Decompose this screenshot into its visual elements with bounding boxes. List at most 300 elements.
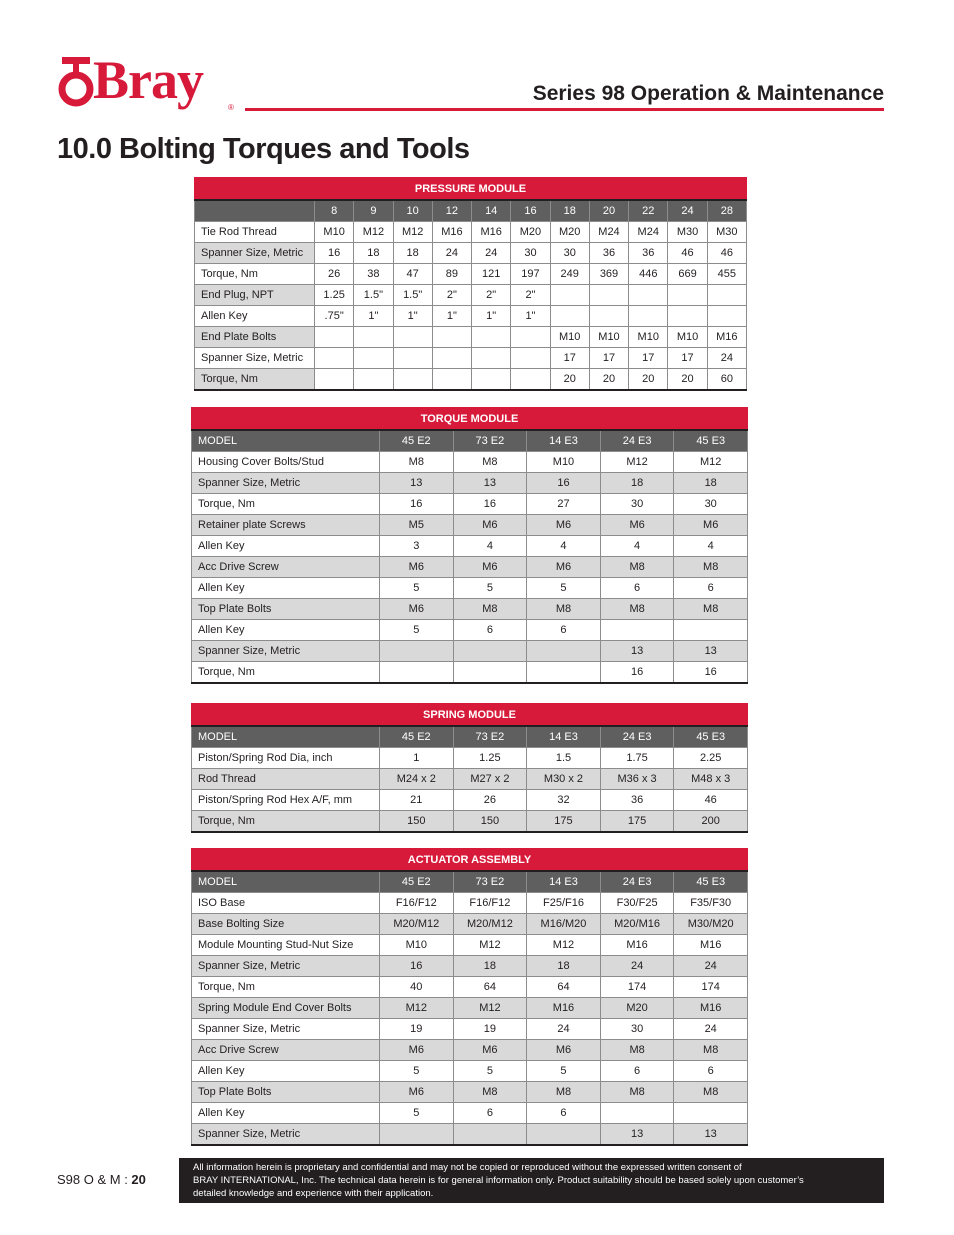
table-cell: 13	[674, 641, 748, 662]
column-header: MODEL	[192, 871, 380, 893]
table-row	[192, 1019, 748, 1040]
table-cell: 19	[380, 1019, 454, 1040]
column-header: MODEL	[192, 726, 380, 748]
disclaimer-line: detailed knowledge and experience with their application.	[193, 1188, 434, 1199]
table-cell: 13	[600, 641, 674, 662]
table-cell: 46	[674, 790, 748, 811]
table-cell: M30	[668, 222, 707, 243]
registered-mark: ®	[228, 103, 234, 112]
row-label: Tie Rod Thread	[195, 222, 315, 243]
table-cell: 5	[380, 1061, 454, 1082]
table-cell	[432, 369, 471, 391]
column-header: 73 E2	[453, 726, 527, 748]
table-cell	[600, 1103, 674, 1124]
brand-name: Bray	[93, 50, 203, 110]
table-cell: M6	[380, 1040, 454, 1061]
table-cell: 13	[674, 1124, 748, 1146]
table-cell: 17	[668, 348, 707, 369]
row-label: Spanner Size, Metric	[192, 1019, 380, 1040]
table-cell: M20/M12	[380, 914, 454, 935]
table-row	[192, 769, 748, 790]
table-cell: 1"	[393, 306, 432, 327]
table-cell: 16	[674, 662, 748, 684]
table-cell: M48 x 3	[674, 769, 748, 790]
table-cell: M8	[600, 1040, 674, 1061]
table-cell: M10	[380, 935, 454, 956]
table-cell: F25/F16	[527, 893, 601, 914]
column-header-row	[195, 200, 747, 222]
table-cell: M6	[380, 599, 454, 620]
table-cell: 5	[380, 578, 454, 599]
table-cell: M6	[674, 515, 748, 536]
row-label: Torque, Nm	[192, 811, 380, 833]
table-cell	[453, 1124, 527, 1146]
table-cell: M36 x 3	[600, 769, 674, 790]
row-label: Spanner Size, Metric	[195, 243, 315, 264]
table-cell: 16	[453, 494, 527, 515]
table-cell: M12	[354, 222, 393, 243]
table-cell: M16	[527, 998, 601, 1019]
row-label: Allen Key	[192, 1103, 380, 1124]
table-cell: 24	[600, 956, 674, 977]
table-row	[192, 536, 748, 557]
column-header: 24 E3	[600, 871, 674, 893]
column-header-row	[192, 430, 748, 452]
table-cell: 1"	[432, 306, 471, 327]
table-cell: M5	[380, 515, 454, 536]
table-cell: 2"	[511, 285, 550, 306]
row-label: Allen Key	[192, 620, 380, 641]
table-cell	[511, 369, 550, 391]
table-cell: M10	[668, 327, 707, 348]
column-header: 8	[315, 200, 354, 222]
table-cell: M10	[550, 327, 589, 348]
row-label: Allen Key	[192, 578, 380, 599]
table-row	[192, 914, 748, 935]
table-cell: 16	[380, 494, 454, 515]
table-cell: 174	[600, 977, 674, 998]
row-label: Spanner Size, Metric	[192, 641, 380, 662]
table-cell	[472, 369, 511, 391]
table-cell	[315, 369, 354, 391]
table-cell	[707, 285, 746, 306]
table-row	[195, 285, 747, 306]
table-cell: 20	[668, 369, 707, 391]
row-label: Acc Drive Screw	[192, 1040, 380, 1061]
table-cell: 18	[393, 243, 432, 264]
table-cell: M16	[674, 998, 748, 1019]
table-cell: 17	[589, 348, 628, 369]
table-cell: .75"	[315, 306, 354, 327]
table-cell: 1.75	[600, 748, 674, 769]
table-row	[192, 956, 748, 977]
table-cell: 20	[629, 369, 668, 391]
table-cell: 5	[527, 578, 601, 599]
table-row	[192, 473, 748, 494]
table-cell: 5	[380, 1103, 454, 1124]
column-header: 14 E3	[527, 726, 601, 748]
table-cell: 4	[674, 536, 748, 557]
table-cell: 36	[589, 243, 628, 264]
row-label: Allen Key	[195, 306, 315, 327]
table-cell: 1.5	[527, 748, 601, 769]
row-label: Spanner Size, Metric	[192, 956, 380, 977]
disclaimer-box	[179, 1158, 884, 1203]
table-cell: 13	[380, 473, 454, 494]
table-cell	[380, 1124, 454, 1146]
table-cell: M16	[472, 222, 511, 243]
table-cell	[380, 641, 454, 662]
table-cell: M16	[707, 327, 746, 348]
section-title: ACTUATOR ASSEMBLY	[192, 849, 748, 872]
column-header: 16	[511, 200, 550, 222]
table-cell: M12	[453, 935, 527, 956]
table-cell: 18	[453, 956, 527, 977]
table-cell: 27	[527, 494, 601, 515]
row-label: Top Plate Bolts	[192, 1082, 380, 1103]
table-cell: M10	[527, 452, 601, 473]
table-cell: M30	[707, 222, 746, 243]
table-cell: 446	[629, 264, 668, 285]
pressure-module-table	[194, 177, 747, 391]
table-cell: 64	[527, 977, 601, 998]
table-row	[195, 306, 747, 327]
table-cell: 24	[432, 243, 471, 264]
table-row	[192, 557, 748, 578]
table-cell	[432, 327, 471, 348]
table-cell: M16	[674, 935, 748, 956]
table-cell: 6	[674, 1061, 748, 1082]
page-number: 20	[131, 1172, 146, 1187]
table-cell: M20	[550, 222, 589, 243]
table-cell: 18	[354, 243, 393, 264]
table-cell: M20	[511, 222, 550, 243]
table-cell: 6	[600, 1061, 674, 1082]
table-cell: M8	[674, 599, 748, 620]
table-cell	[600, 620, 674, 641]
table-row	[192, 935, 748, 956]
table-cell: 1.5"	[393, 285, 432, 306]
table-cell	[453, 662, 527, 684]
table-cell: 4	[600, 536, 674, 557]
table-row	[192, 790, 748, 811]
table-cell: M12	[453, 998, 527, 1019]
column-header: 45 E2	[380, 430, 454, 452]
table-cell	[550, 306, 589, 327]
table-cell	[393, 369, 432, 391]
table-cell: 6	[527, 620, 601, 641]
table-cell: M24	[589, 222, 628, 243]
row-label: ISO Base	[192, 893, 380, 914]
table-cell: 24	[674, 1019, 748, 1040]
table-cell: 26	[453, 790, 527, 811]
table-cell: M20/M16	[600, 914, 674, 935]
column-header: MODEL	[192, 430, 380, 452]
table-cell	[472, 327, 511, 348]
column-header: 24	[668, 200, 707, 222]
section-title: SPRING MODULE	[192, 704, 748, 727]
table-cell: 5	[453, 578, 527, 599]
table-cell: 16	[380, 956, 454, 977]
table-row	[192, 515, 748, 536]
column-header: 10	[393, 200, 432, 222]
table-cell: F16/F12	[380, 893, 454, 914]
table-cell: 46	[668, 243, 707, 264]
table-cell: 1	[380, 748, 454, 769]
row-label: Spanner Size, Metric	[195, 348, 315, 369]
table-cell: 6	[527, 1103, 601, 1124]
table-cell	[453, 641, 527, 662]
table-cell	[432, 348, 471, 369]
table-cell: M30 x 2	[527, 769, 601, 790]
table-cell: 17	[629, 348, 668, 369]
column-header: 45 E3	[674, 871, 748, 893]
table-row	[192, 494, 748, 515]
table-cell: 5	[527, 1061, 601, 1082]
row-label: Base Bolting Size	[192, 914, 380, 935]
table-cell: 13	[600, 1124, 674, 1146]
table-cell: M8	[380, 452, 454, 473]
table-cell: 150	[380, 811, 454, 833]
table-cell: 24	[472, 243, 511, 264]
table-cell: 38	[354, 264, 393, 285]
table-cell	[354, 369, 393, 391]
table-cell: 46	[707, 243, 746, 264]
table-cell: M12	[393, 222, 432, 243]
column-header: 24 E3	[600, 726, 674, 748]
row-label: Allen Key	[192, 1061, 380, 1082]
table-cell: 369	[589, 264, 628, 285]
table-cell: 3	[380, 536, 454, 557]
column-header: 20	[589, 200, 628, 222]
column-header: 45 E2	[380, 726, 454, 748]
table-cell: 20	[550, 369, 589, 391]
table-cell	[629, 285, 668, 306]
table-cell: 89	[432, 264, 471, 285]
table-cell: M6	[453, 1040, 527, 1061]
table-row	[192, 1124, 748, 1146]
table-row	[192, 1103, 748, 1124]
table-cell: 16	[527, 473, 601, 494]
table-cell: M8	[674, 1082, 748, 1103]
row-label: Torque, Nm	[192, 494, 380, 515]
row-label: Retainer plate Screws	[192, 515, 380, 536]
table-cell: 18	[600, 473, 674, 494]
table-row	[195, 348, 747, 369]
table-cell	[393, 327, 432, 348]
row-label: Piston/Spring Rod Dia, inch	[192, 748, 380, 769]
table-cell: 249	[550, 264, 589, 285]
series-title: Series 98 Operation & Maintenance	[532, 82, 884, 105]
table-cell: 5	[453, 1061, 527, 1082]
table-cell: M24	[629, 222, 668, 243]
table-cell: 36	[629, 243, 668, 264]
page-title: 10.0 Bolting Torques and Tools	[57, 133, 470, 165]
table-cell: M8	[600, 557, 674, 578]
table-cell: M16/M20	[527, 914, 601, 935]
table-cell: M6	[600, 515, 674, 536]
table-cell: M20/M12	[453, 914, 527, 935]
table-row	[192, 578, 748, 599]
row-label: Spanner Size, Metric	[192, 1124, 380, 1146]
row-label: Piston/Spring Rod Hex A/F, mm	[192, 790, 380, 811]
table-cell	[668, 285, 707, 306]
table-cell: 13	[453, 473, 527, 494]
table-cell	[315, 327, 354, 348]
table-cell: M24 x 2	[380, 769, 454, 790]
table-row	[192, 599, 748, 620]
table-cell: 20	[589, 369, 628, 391]
table-cell: M6	[527, 1040, 601, 1061]
row-label: Allen Key	[192, 536, 380, 557]
table-cell: M20	[600, 998, 674, 1019]
column-header: 24 E3	[600, 430, 674, 452]
table-cell: 1"	[472, 306, 511, 327]
page-footer-label	[57, 1172, 146, 1187]
table-row	[192, 998, 748, 1019]
table-cell: 2.25	[674, 748, 748, 769]
table-cell	[589, 306, 628, 327]
table-cell	[472, 348, 511, 369]
table-cell: M16	[600, 935, 674, 956]
table-cell: F16/F12	[453, 893, 527, 914]
table-cell: F30/F25	[600, 893, 674, 914]
table-cell: 1.25	[315, 285, 354, 306]
table-row	[192, 977, 748, 998]
table-cell	[393, 348, 432, 369]
table-cell: 5	[380, 620, 454, 641]
table-cell: 175	[527, 811, 601, 833]
table-cell: 32	[527, 790, 601, 811]
table-row	[192, 1061, 748, 1082]
table-cell	[550, 285, 589, 306]
table-cell: 30	[550, 243, 589, 264]
table-cell: M12	[380, 998, 454, 1019]
row-label: Torque, Nm	[195, 264, 315, 285]
table-cell: 6	[453, 1103, 527, 1124]
table-cell: M30/M20	[674, 914, 748, 935]
table-cell: M6	[453, 557, 527, 578]
column-header: 45 E3	[674, 726, 748, 748]
table-cell: 1"	[354, 306, 393, 327]
row-label: Module Mounting Stud-Nut Size	[192, 935, 380, 956]
table-cell: M12	[527, 935, 601, 956]
actuator-assembly-table	[191, 848, 748, 1146]
table-row	[195, 243, 747, 264]
table-cell: 24	[707, 348, 746, 369]
column-header: 45 E2	[380, 871, 454, 893]
column-header: 28	[707, 200, 746, 222]
row-label: Acc Drive Screw	[192, 557, 380, 578]
table-cell: 30	[600, 1019, 674, 1040]
table-cell: 47	[393, 264, 432, 285]
table-cell: M6	[453, 515, 527, 536]
column-header: 73 E2	[453, 871, 527, 893]
table-cell: M10	[315, 222, 354, 243]
table-row	[192, 620, 748, 641]
table-cell: 16	[315, 243, 354, 264]
table-cell: M8	[453, 452, 527, 473]
row-label: Housing Cover Bolts/Stud	[192, 452, 380, 473]
table-cell: 1.25	[453, 748, 527, 769]
table-cell: 30	[674, 494, 748, 515]
table-cell: 200	[674, 811, 748, 833]
table-cell: M8	[600, 599, 674, 620]
table-cell	[511, 348, 550, 369]
table-cell: 175	[600, 811, 674, 833]
column-header: 12	[432, 200, 471, 222]
table-cell: M6	[380, 1082, 454, 1103]
table-cell	[629, 306, 668, 327]
bray-logo-icon	[56, 55, 96, 115]
table-cell	[511, 327, 550, 348]
table-cell: 669	[668, 264, 707, 285]
table-cell	[315, 348, 354, 369]
table-row	[192, 811, 748, 833]
table-cell	[589, 285, 628, 306]
table-cell: F35/F30	[674, 893, 748, 914]
column-header: 18	[550, 200, 589, 222]
table-cell: 150	[453, 811, 527, 833]
table-cell: 1.5"	[354, 285, 393, 306]
table-cell: 30	[600, 494, 674, 515]
row-label: End Plug, NPT	[195, 285, 315, 306]
table-cell: M8	[527, 599, 601, 620]
table-cell: 4	[453, 536, 527, 557]
table-cell: 18	[527, 956, 601, 977]
table-cell: 19	[453, 1019, 527, 1040]
table-cell: 174	[674, 977, 748, 998]
column-header-row	[192, 871, 748, 893]
row-label: Spanner Size, Metric	[192, 473, 380, 494]
table-cell: 21	[380, 790, 454, 811]
table-cell: 30	[511, 243, 550, 264]
table-cell: M8	[527, 1082, 601, 1103]
table-cell	[380, 662, 454, 684]
table-cell: 6	[453, 620, 527, 641]
table-cell: M10	[589, 327, 628, 348]
table-row	[192, 748, 748, 769]
table-cell: 4	[527, 536, 601, 557]
row-label: Torque, Nm	[192, 662, 380, 684]
spring-module-table	[191, 703, 748, 833]
table-cell: 121	[472, 264, 511, 285]
table-cell: 64	[453, 977, 527, 998]
table-cell: 24	[674, 956, 748, 977]
disclaimer-line: BRAY INTERNATIONAL, Inc. The technical data herein is for general information only. Product suitability should be based solely upon customer’s	[193, 1175, 804, 1186]
header-rule	[245, 108, 884, 111]
table-row	[192, 1082, 748, 1103]
table-cell: M8	[600, 1082, 674, 1103]
table-cell: 17	[550, 348, 589, 369]
table-cell: 24	[527, 1019, 601, 1040]
column-header: 22	[629, 200, 668, 222]
table-row	[192, 893, 748, 914]
table-cell: 26	[315, 264, 354, 285]
table-cell	[354, 327, 393, 348]
row-label: End Plate Bolts	[195, 327, 315, 348]
table-cell: 1"	[511, 306, 550, 327]
table-row	[195, 264, 747, 285]
column-header: 9	[354, 200, 393, 222]
disclaimer-line: All information herein is proprietary and confidential and may not be copied or reproduced without the expressed written consent of	[193, 1162, 742, 1173]
row-label: Torque, Nm	[192, 977, 380, 998]
table-cell: 6	[674, 578, 748, 599]
column-header-row	[192, 726, 748, 748]
table-row	[192, 662, 748, 684]
table-cell: M6	[380, 557, 454, 578]
table-cell	[527, 641, 601, 662]
